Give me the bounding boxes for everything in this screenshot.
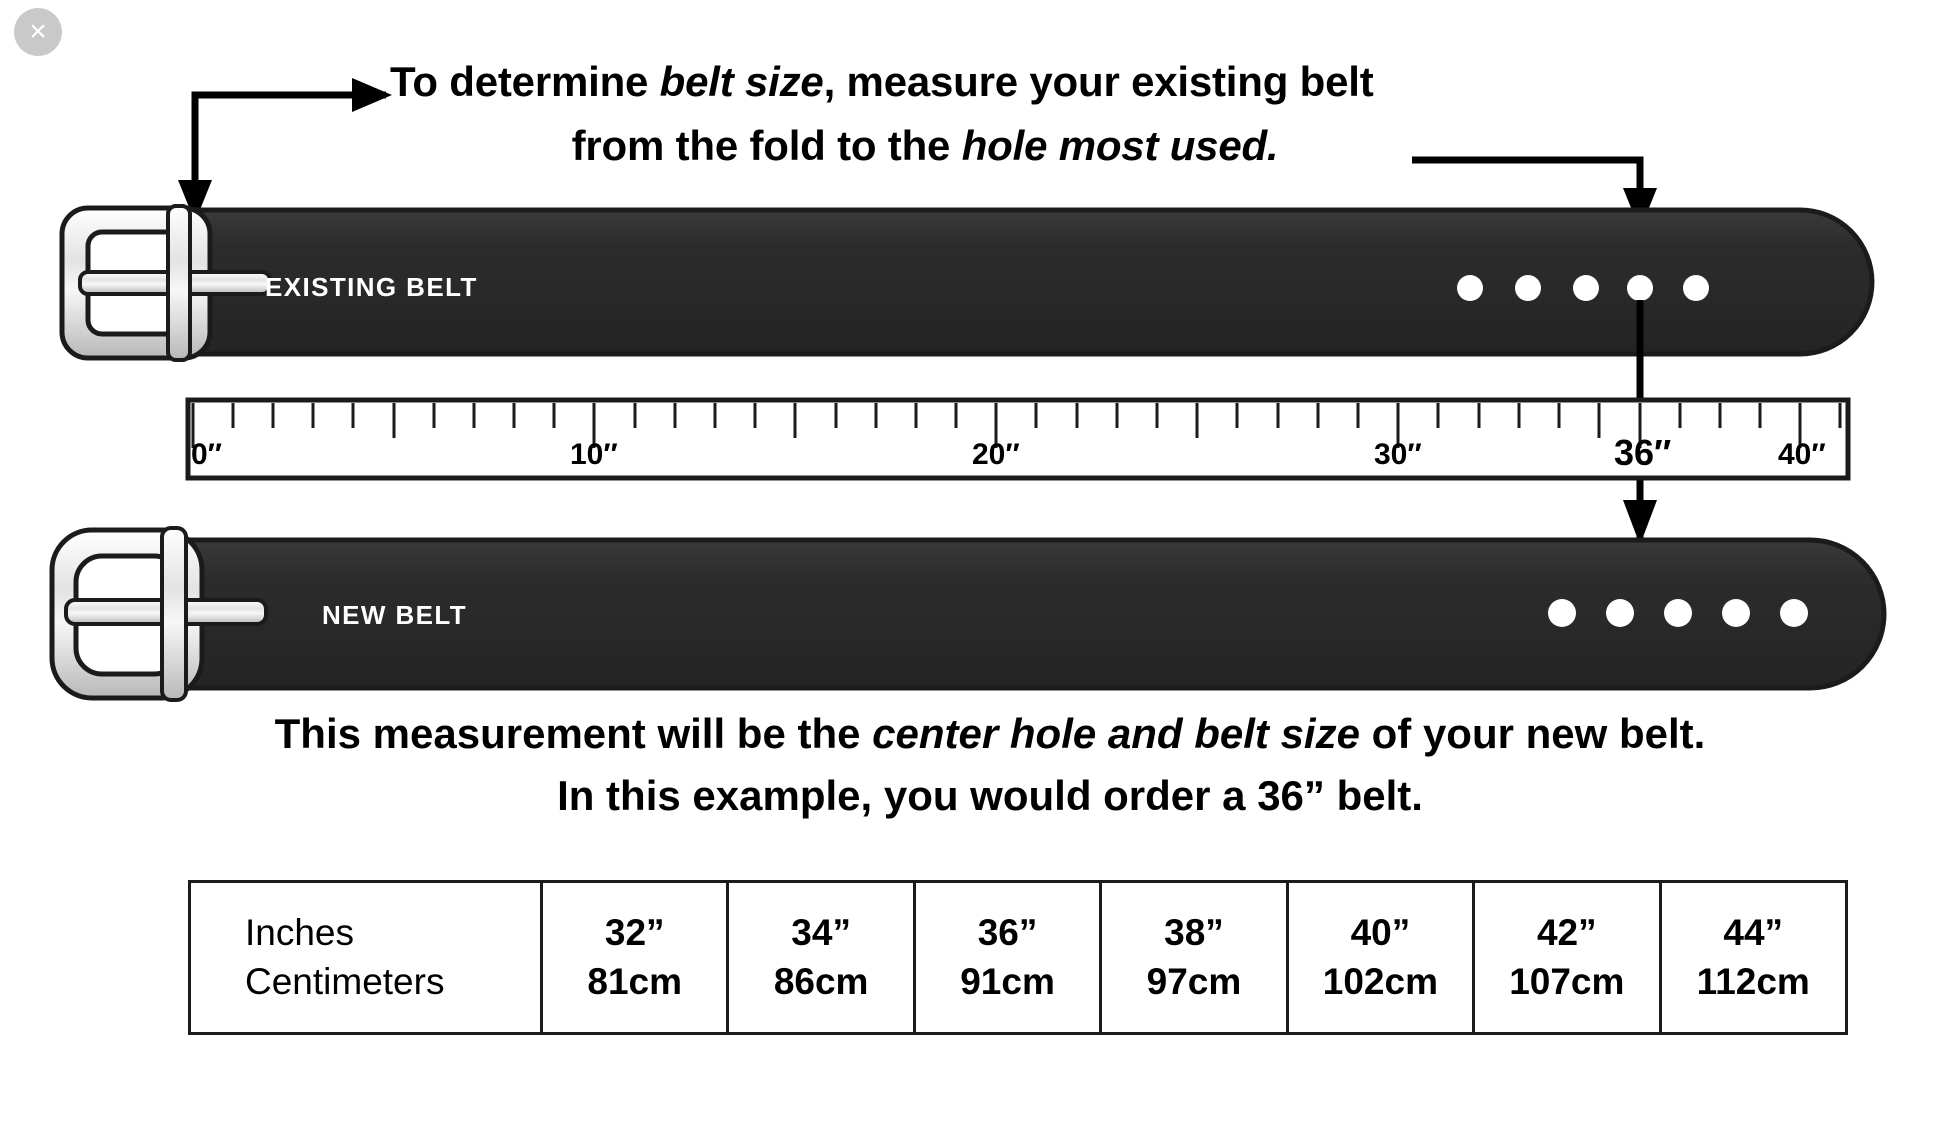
table-column-3: [916, 883, 1102, 1032]
centimeters-value: 86cm: [773, 960, 869, 1002]
centimeters-value: 107cm: [1509, 960, 1625, 1002]
centimeters-value: 112cm: [1696, 960, 1810, 1002]
table-column-2: [729, 883, 915, 1032]
close-button[interactable]: [14, 8, 62, 56]
ruler-tick-label-40: 40″: [1778, 438, 1826, 471]
close-icon: ×: [29, 15, 47, 48]
centimeters-value: 91cm: [960, 960, 1055, 1002]
new-belt-label: NEW BELT: [322, 600, 468, 630]
inches-value: 36”: [977, 911, 1038, 953]
inches-value: 38”: [1164, 911, 1224, 953]
table-column-5: [1289, 883, 1475, 1032]
existing-belt-label: EXISTING BELT: [265, 272, 478, 302]
headline-line-2: [390, 122, 1460, 170]
centimeters-value: 81cm: [587, 960, 683, 1002]
inches-value: 44”: [1723, 911, 1784, 953]
arrow-fold-pointer: [178, 78, 392, 222]
conclusion-line-1: [170, 710, 1810, 758]
ruler-tick-label-30: 30″: [1374, 438, 1422, 471]
centimeters-value: 102cm: [1322, 960, 1438, 1002]
inches-value: 40”: [1350, 911, 1411, 953]
table-column-6: [1475, 883, 1661, 1032]
headline-line1-emphasis: belt size: [659, 58, 824, 105]
headline-line1-pre: To determine: [390, 58, 660, 105]
ruler-tick-label-0: 0″: [191, 438, 223, 471]
inches-value: 32”: [604, 911, 665, 953]
conclusion-line1-pre: This measurement will be the: [274, 710, 873, 757]
conclusion-line-2: In this example, you would order a 36” belt.: [557, 772, 1423, 819]
ruler-tick-label-36: 36″: [1614, 432, 1672, 473]
inches-value: 42”: [1536, 911, 1597, 953]
row-label-centimeters: Centimeters: [245, 960, 445, 1002]
table-row-labels: [191, 883, 543, 1032]
headline-line2-emphasis: hole most used.: [961, 122, 1279, 169]
conclusion-line1-emphasis: center hole and belt size: [872, 710, 1360, 757]
ruler-tick-label-20: 20″: [972, 438, 1020, 471]
table-column-7: [1662, 883, 1845, 1032]
ruler-tick-label-10: 10″: [570, 438, 618, 471]
table-column-1: [543, 883, 729, 1032]
table-column-4: [1102, 883, 1288, 1032]
centimeters-value: 97cm: [1146, 960, 1242, 1002]
headline-line-1: [390, 58, 1590, 106]
headline-line1-post: , measure your existing belt: [823, 58, 1374, 105]
inches-value: 34”: [791, 911, 851, 953]
size-conversion-table: [188, 880, 1848, 1035]
conclusion-line1-post: of your new belt.: [1359, 710, 1706, 757]
row-label-inches: Inches: [245, 911, 355, 953]
headline-line2-pre: from the fold to the: [571, 122, 962, 169]
